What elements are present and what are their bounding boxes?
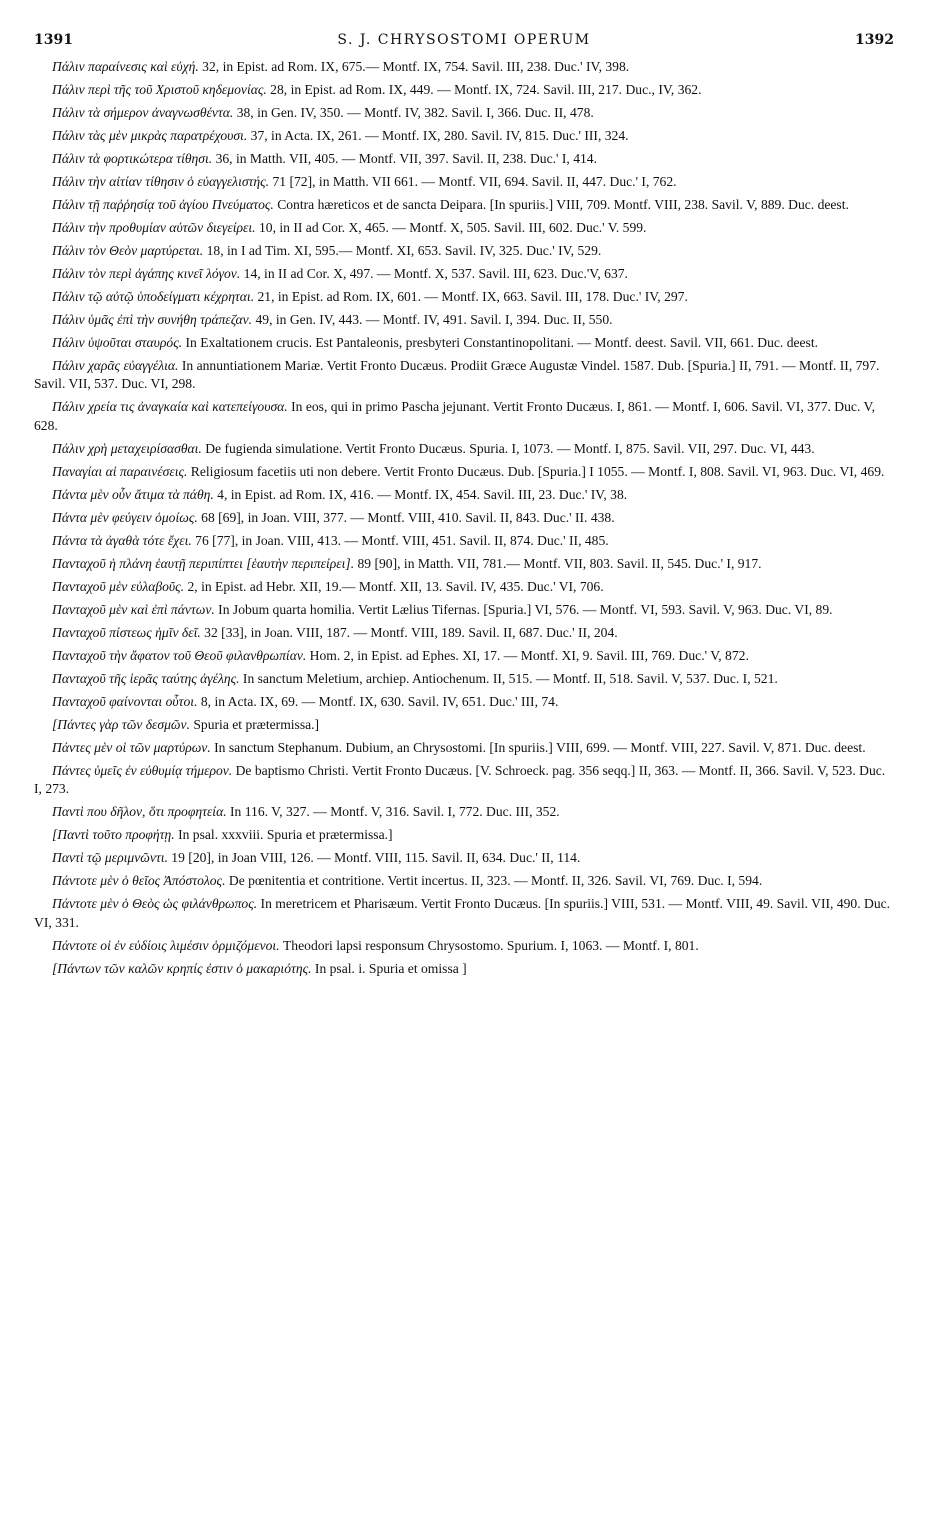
entry-incipit: Πάλιν τὰ φορτικώτερα τίθησι. bbox=[52, 150, 213, 166]
entry-incipit: Πάλιν χρεία τις ἀναγκαία καὶ κατεπείγουσα. bbox=[52, 399, 288, 415]
index-entry bbox=[34, 398, 894, 435]
index-entry bbox=[34, 196, 894, 215]
entry-incipit: Πάλιν χρὴ μεταχειρίσασθαι. bbox=[52, 440, 202, 456]
index-entry bbox=[34, 242, 894, 261]
entry-incipit: Πάλιν τὴν προθυμίαν αὐτῶν διεγείρει. bbox=[52, 219, 256, 235]
entry-reference: 76 [77], in Joan. VIII, 413. — Montf. VIII, 451. Savil. II, 874. Duc.' II, 485. bbox=[191, 532, 609, 548]
index-entry bbox=[34, 762, 894, 799]
entry-reference: De fugienda simulatione. Vertit Fronto Ducæus. Spuria. I, 1073. — Montf. I, 875. Savil. VII, 297. Duc. VI, 443. bbox=[201, 440, 815, 456]
index-entry bbox=[34, 849, 894, 868]
entry-reference: 8, in Acta. IX, 69. — Montf. IX, 630. Savil. IV, 651. Duc.' III, 74. bbox=[197, 693, 559, 709]
right-column-number: 1392 bbox=[855, 32, 894, 48]
entry-reference: In meretricem et Pharisæum. Vertit Fronto Ducæus. [In spuriis.] VIII, 531. — Montf. VIII, 49. Savil. VII, 490. Duc. VI, 331. bbox=[34, 896, 891, 930]
index-entry bbox=[34, 150, 894, 169]
entry-incipit: Παντὶ τῷ μεριμνῶντι. bbox=[52, 850, 168, 866]
entry-reference: De baptismo Christi. Vertit Fronto Ducæus. [V. Schroeck. pag. 356 seqq.] II, 363. — Montf. II, 366. Savil. V, 523. Duc. I, 273. bbox=[34, 762, 886, 797]
entry-reference: 18, in I ad Tim. XI, 595.— Montf. XI, 653. Savil. IV, 325. Duc.' IV, 529. bbox=[203, 242, 602, 258]
entry-incipit: Πάντα μὲν οὖν ἄτιμα τὰ πάθη. bbox=[52, 486, 214, 502]
running-title: S. J. CHRYSOSTOMI OPERUM bbox=[337, 32, 591, 48]
entry-reference: 14, in II ad Cor. X, 497. — Montf. X, 537. Savil. III, 623. Duc.'V, 637. bbox=[240, 265, 628, 281]
index-entry bbox=[34, 937, 894, 956]
index-entry bbox=[34, 872, 894, 891]
entry-incipit: Πάλιν τὸν περὶ ἀγάπης κινεῖ λόγον. bbox=[52, 265, 241, 281]
entry-reference: In sanctum Stephanum. Dubium, an Chrysostomi. [In spuriis.] VIII, 699. — Montf. VIII, 227. Savil. V, 871. Duc. deest. bbox=[210, 739, 866, 755]
entry-reference: In eos, qui in primo Pascha jejunant. Vertit Fronto Ducæus. I, 861. — Montf. I, 606. Savil. VI, 377. Duc. V, 628. bbox=[34, 399, 875, 433]
entry-incipit: Πάντες μὲν οἱ τῶν μαρτύρων. bbox=[52, 739, 211, 755]
index-entry bbox=[34, 803, 894, 822]
entry-incipit: Πανταχοῦ πίστεως ἡμῖν δεῖ. bbox=[52, 624, 201, 640]
entry-reference: Religiosum facetiis uti non debere. Vertit Fronto Ducæus. Dub. [Spuria.] I 1055. — Montf. I, 808. Savil. VI, 963. Duc. VI, 469. bbox=[187, 463, 885, 479]
index-entry bbox=[34, 58, 894, 77]
entry-incipit: Πάλιν τὰ σήμερον ἀναγνωσθέντα. bbox=[52, 104, 234, 120]
entry-reference: Contra hæreticos et de sancta Deipara. [In spuriis.] VIII, 709. Montf. VIII, 238. Savil. V, 889. Duc. deest. bbox=[273, 196, 849, 212]
index-entries bbox=[34, 58, 894, 978]
index-entry bbox=[34, 486, 894, 505]
entry-reference: In psal. i. Spuria et omissa ] bbox=[311, 960, 467, 976]
entry-reference: 2, in Epist. ad Hebr. XII, 19.— Montf. XII, 13. Savil. IV, 435. Duc.' VI, 706. bbox=[184, 578, 604, 594]
entry-reference: 71 [72], in Matth. VII 661. — Montf. VII, 694. Savil. II, 447. Duc.' I, 762. bbox=[269, 173, 677, 189]
entry-incipit: Πάλιν τὸν Θεὸν μαρτύρεται. bbox=[52, 242, 204, 258]
entry-reference: 32 [33], in Joan. VIII, 187. — Montf. VIII, 189. Savil. II, 687. Duc.' II, 204. bbox=[200, 624, 618, 640]
entry-incipit: Πάλιν ὑψοῦται σταυρός. bbox=[52, 334, 183, 350]
entry-incipit: [Παντὶ τοῦτο προφήτῃ. bbox=[52, 827, 175, 843]
index-entry bbox=[34, 647, 894, 666]
entry-incipit: Πανταχοῦ μὲν καὶ ἐπὶ πάντων. bbox=[52, 601, 215, 617]
entry-incipit: Παναγίαι αἱ παραινέσεις. bbox=[52, 463, 188, 479]
entry-reference: 28, in Epist. ad Rom. IX, 449. — Montf. IX, 724. Savil. III, 217. Duc., IV, 362. bbox=[266, 81, 702, 97]
index-entry bbox=[34, 127, 894, 146]
entry-incipit: Πάντοτε μὲν ὁ θεῖος Ἀπόστολος. bbox=[52, 873, 226, 889]
index-entry bbox=[34, 509, 894, 528]
entry-reference: In sanctum Meletium, archiep. Antiochenum. II, 515. — Montf. II, 518. Savil. V, 537. Duc. I, 521. bbox=[239, 670, 778, 686]
entry-incipit: Πάλιν περὶ τῆς τοῦ Χριστοῦ κηδεμονίας. bbox=[52, 81, 267, 97]
entry-reference: 32, in Epist. ad Rom. IX, 675.— Montf. IX, 754. Savil. III, 238. Duc.' IV, 398. bbox=[198, 59, 630, 74]
left-column-number: 1391 bbox=[34, 32, 73, 48]
entry-incipit: Πάλιν τῷ αὐτῷ ὑποδείγματι κέχρηται. bbox=[52, 288, 255, 304]
index-entry bbox=[34, 440, 894, 459]
entry-reference: 10, in II ad Cor. X, 465. — Montf. X, 505. Savil. III, 602. Duc.' V. 599. bbox=[255, 219, 647, 235]
entry-incipit: Πάλιν χαρᾶς εὐαγγέλια. bbox=[52, 357, 179, 373]
index-entry bbox=[34, 463, 894, 482]
index-entry bbox=[34, 265, 894, 284]
index-entry bbox=[34, 960, 894, 979]
entry-incipit: [Πάντων τῶν καλῶν κρηπίς ἐστιν ὁ μακαριότης. bbox=[52, 960, 312, 976]
index-entry bbox=[34, 624, 894, 643]
entry-incipit: Πανταχοῦ μὲν εὐλαβοῦς. bbox=[52, 578, 185, 594]
entry-reference: 19 [20], in Joan VIII, 126. — Montf. VIII, 115. Savil. II, 634. Duc.' II, 114. bbox=[167, 850, 581, 866]
entry-reference: 37, in Acta. IX, 261. — Montf. IX, 280. Savil. IV, 815. Duc.' III, 324. bbox=[247, 127, 629, 143]
index-entry bbox=[34, 739, 894, 758]
entry-reference: In 116. V, 327. — Montf. V, 316. Savil. I, 772. Duc. III, 352. bbox=[226, 804, 560, 820]
index-entry bbox=[34, 173, 894, 192]
index-entry bbox=[34, 81, 894, 100]
index-entry bbox=[34, 693, 894, 712]
entry-incipit: Πάντα τὰ ἀγαθὰ τότε ἔχει. bbox=[52, 532, 192, 548]
entry-incipit: Πάντες ὑμεῖς ἐν εὐθυμίᾳ τήμερον. bbox=[52, 762, 233, 778]
page-header bbox=[34, 32, 894, 52]
entry-incipit: Πάλιν ὑμᾶς ἐπὶ τὴν συνήθη τράπεζαν. bbox=[52, 311, 253, 327]
entry-incipit: Πανταχοῦ φαίνονται οὗτοι. bbox=[52, 693, 198, 709]
entry-incipit: Πάλιν παραίνεσις καὶ εὐχή. bbox=[52, 59, 199, 74]
entry-reference: 89 [90], in Matth. VII, 781.— Montf. VII, 803. Savil. II, 545. Duc.' I, 917. bbox=[354, 555, 762, 571]
entry-reference: De pœnitentia et contritione. Vertit incertus. II, 323. — Montf. II, 326. Savil. VI, 769. Duc. I, 594. bbox=[225, 873, 763, 889]
index-entry bbox=[34, 288, 894, 307]
entry-reference: Hom. 2, in Epist. ad Ephes. XI, 17. — Montf. XI, 9. Savil. III, 769. Duc.' V, 872. bbox=[306, 647, 749, 663]
entry-reference: In annuntiationem Mariæ. Vertit Fronto Ducæus. Prodiit Græce Augustæ Vindel. 1587. Dub. [Spuria.] II, 791. — Montf. II, 797. Savil. VII, 537. Duc. VI, 298. bbox=[34, 357, 880, 392]
index-entry bbox=[34, 334, 894, 353]
entry-incipit: Πανταχοῦ τὴν ἄφατον τοῦ Θεοῦ φιλανθρωπίαν. bbox=[52, 647, 307, 663]
entry-incipit: Πάντα μὲν φεύγειν ὁμοίως. bbox=[52, 509, 198, 525]
entry-reference: Theodori lapsi responsum Chrysostomo. Spurium. I, 1063. — Montf. I, 801. bbox=[279, 937, 699, 953]
entry-reference: 36, in Matth. VII, 405. — Montf. VII, 397. Savil. II, 238. Duc.' I, 414. bbox=[212, 150, 597, 166]
entry-incipit: Πάλιν τὴν αἰτίαν τίθησιν ὁ εὐαγγελιστής. bbox=[52, 173, 270, 189]
index-entry bbox=[34, 555, 894, 574]
index-entry bbox=[34, 104, 894, 123]
entry-reference: Spuria et prætermissa.] bbox=[189, 716, 320, 732]
index-entry bbox=[34, 670, 894, 689]
entry-incipit: Πάλιν τῇ παῤῥησίᾳ τοῦ ἁγίου Πνεύματος. bbox=[52, 196, 274, 212]
index-entry bbox=[34, 601, 894, 620]
index-entry bbox=[34, 895, 894, 932]
entry-reference: 38, in Gen. IV, 350. — Montf. IV, 382. Savil. I, 366. Duc. II, 478. bbox=[233, 104, 594, 120]
entry-reference: In Jobum quarta homilia. Vertit Lælius Tifernas. [Spuria.] VI, 576. — Montf. VI, 593. Savil. V, 963. Duc. VI, 89. bbox=[214, 601, 833, 617]
entry-reference: 49, in Gen. IV, 443. — Montf. IV, 491. Savil. I, 394. Duc. II, 550. bbox=[252, 311, 613, 327]
entry-incipit: Πάλιν τὰς μὲν μικρὰς παρατρέχουσι. bbox=[52, 127, 248, 143]
entry-incipit: Πανταχοῦ τῆς ἱερᾶς ταύτης ἀγέλης. bbox=[52, 670, 240, 686]
entry-incipit: Πανταχοῦ ἡ πλάνη ἑαυτῇ περιπίπτει [ἑαυτὴν περιπείρει]. bbox=[52, 555, 355, 571]
index-entry bbox=[34, 311, 894, 330]
index-entry bbox=[34, 578, 894, 597]
entry-incipit: Παντὶ που δῆλον, ὅτι προφητεία. bbox=[52, 804, 227, 820]
entry-reference: In Exaltationem crucis. Est Pantaleonis, presbyteri Constantinopolitani. — Montf. deest. Savil. VII, 661. Duc. deest. bbox=[182, 334, 819, 350]
index-entry bbox=[34, 716, 894, 735]
index-entry bbox=[34, 219, 894, 238]
entry-reference: 68 [69], in Joan. VIII, 377. — Montf. VIII, 410. Savil. II, 843. Duc.' II. 438. bbox=[197, 509, 615, 525]
entry-reference: 4, in Epist. ad Rom. IX, 416. — Montf. IX, 454. Savil. III, 23. Duc.' IV, 38. bbox=[213, 486, 628, 502]
entry-incipit: Πάντοτε μὲν ὁ Θεὸς ὡς φιλάνθρωπος. bbox=[52, 896, 258, 912]
entry-incipit: Πάντοτε οἱ ἐν εὐδίοις λιμέσιν ὁρμιζόμενοι. bbox=[52, 937, 280, 953]
entry-reference: In psal. xxxviii. Spuria et prætermissa.] bbox=[174, 827, 393, 843]
entry-reference: 21, in Epist. ad Rom. IX, 601. — Montf. IX, 663. Savil. III, 178. Duc.' IV, 297. bbox=[254, 288, 688, 304]
entry-incipit: [Πάντες γὰρ τῶν δεσμῶν. bbox=[52, 716, 190, 732]
index-entry bbox=[34, 532, 894, 551]
index-entry bbox=[34, 826, 894, 845]
index-entry bbox=[34, 357, 894, 394]
